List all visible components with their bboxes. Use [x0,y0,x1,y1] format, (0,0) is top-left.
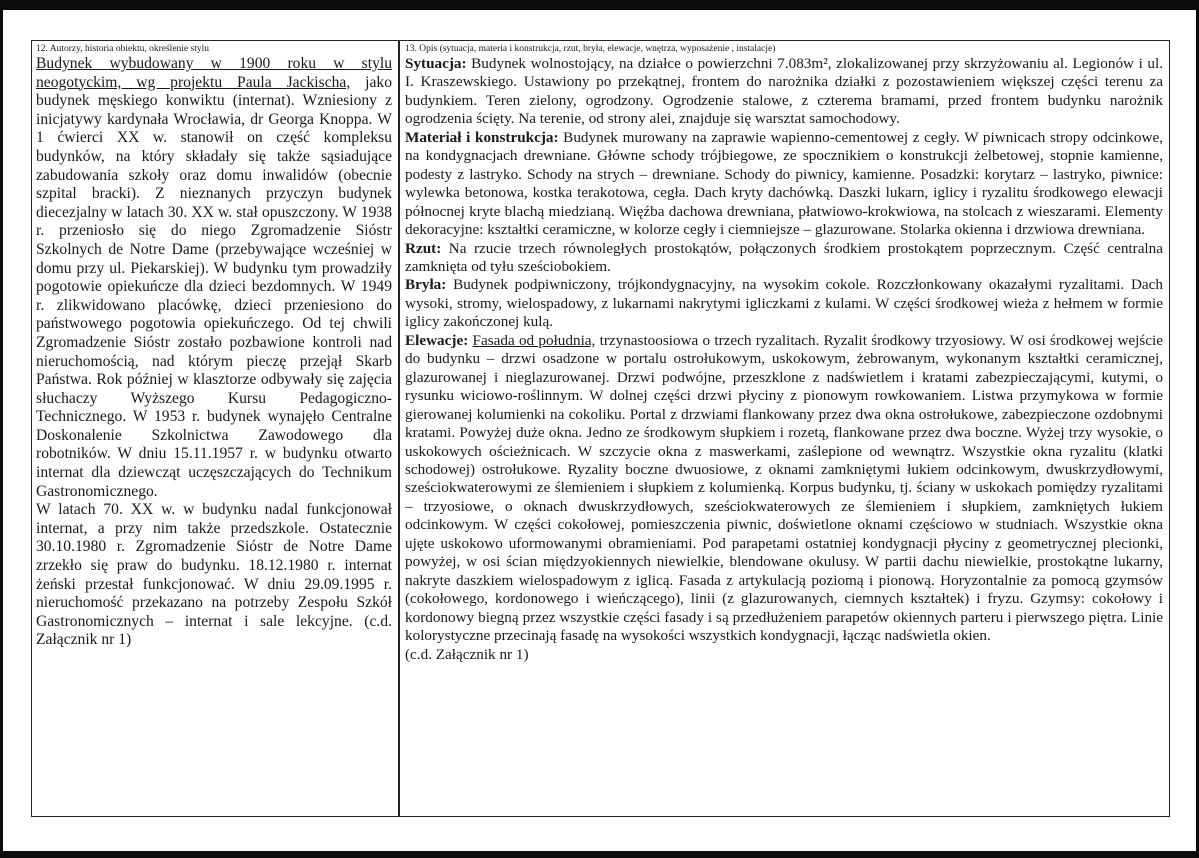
bryla-text: Budynek podpiwniczony, trójkondygnacyjny, na wysokim cokole. Rozczłonkowany okazałymi ryzalitami. Dach wysoki, stromy, wielospadowy, z lukarnami nakrytymi igliczkami z kulami. W części środkowej wieża z hełmem w formie iglicy zakończonej kulą. [405,276,1163,331]
elewacje-text: trzynastoosiowa o trzech ryzalitach. Ryzalit środkowy trzyosiowy. W osi środkowej wejście do budynku – drzwi osadzone w portalu ostrołukowym, uskokowym, żebrowanym, wykonanym kształtki ceramicznej, glazurowanej i nieglazurowanej. Drzwi podwójne, przeszklone z nadświetlem i kratami zabezpieczającymi, kutymi, o rysunku wiciowo-roślinnym. W dolnej części drzwi płyciny z pionowym rowkowaniem. Listwa przymykowa w formie gierowanej kolumienki na cokoliku. Portal z drzwiami flankowany przez dwa okna ostrołukowe, zabezpieczone ozdobnymi kratami. Powyżej duże okna. Jedno ze środkowym słupkiem i rozetą, flankowane przez dwa boczne. Wyżej trzy wysokie, o uskokowych ościeżnicach. W szczycie okna z maswerkami, zaślepione od wewnątrz. Wszystkie okna ryzalitu (klatki schodowej) ostrołukowe. Ryzality boczne dwuosiowe, z oknami zamkniętymi łukiem odcinkowym, dwuskrzydłowymi, sześciokwaterowymi ze ślemieniem i słupkiem z kolumienką. Korpus budynku, tj. ściany w uskokach pomiędzy ryzalitami – trzyosiowe, o oknach dwuskrzydłowych, sześciokwaterowych ze ślemieniem i słupkiem, zamkniętych łukiem odcinkowym. W części cokołowej, pomieszczenia piwnic, doświetlone oknami częściowo w studniach. Wszystkie okna ujęte uskokowo uformowanymi obramieniami. Pod parapetami ostatniej kondygnacji płyciny z geometrycznej plecionki, powyżej, w osi ścian międzyokiennych niewielkie, blendowane okulusy. W partii dachu niewielkie, prostokątne lukarny, nakryte daszkiem wielospadowym z iglicą. Fasada z artykulacją poziomą i pionową. Horyzontalnie za pomocą gzymsów (cokołowego, kordonowego i wieńczącego), linii (z glazurowanych, ciemnych kształtek) i fryzu. Gzymsy: cokołowy i kordonowy biegną przez wszystkie części fasady i są przedłużeniem parapetów okiennych parteru i pierwszego piętra. Linie kolorystyczne przecinają fasadę na wysokości wszystkich kondygnacji, łącząc nadświetla okien. [405,331,1163,645]
section-elewacje [405,332,1163,646]
material-label: Materiał i konstrukcja: [405,128,559,146]
history-paragraph-1-rest: jako budynek męskiego konwiktu (internat). Wzniesiony z inicjatywy kardynała Wrocławia, dr Georga Knoppa. W 1 ćwierci XX w. stanowił on część kompleksu budynków, na który składały się także sąsiadujące zabudowania szkoły oraz domu inwalidów (obecnie szpital bracki). Z nieznanych przyczyn budynek diecezjalny w latach 30. XX w. stał opuszczony. W 1938 r. przeniosło się do niego Zgromadzenie Sióstr Szkolnych de Notre Dame (przebywające wcześniej w domu przy ul. Piekarskiej). W budynku tym prowadziły pogotowie opiekuńcze dla dzieci bezdomnych. W 1949 r. zlikwidowano placówkę, dzieci przeniesiono do państwowego pogotowia opiekuńczego. Od tej chwili Zgromadzenie Sióstr zostało pozbawione kontroli nad nieruchomością, nad którym pieczę przejął Skarb Państwa. Rok później w klasztorze odbywały się zajęcia słuchaczy Wyższego Kursu Pedagogiczno-Technicznego. W 1953 r. budynek wynajęło Centralne Doskonalenie Szkolnictwa Zawodowego dla robotników. W dniu 15.11.1957 r. w budynku otwarto internat dla dziewcząt uczęszczających do Technikum Gastronomicznego. [36,73,392,500]
section-rzut [405,240,1163,277]
form-table [31,40,1170,817]
rzut-label: Rzut: [405,239,442,257]
material-text: Budynek murowany na zaprawie wapienno-cementowej z cegły. W piwnicach stropy odcinkowe, na kondygnacjach drewniane. Główne schody trójbiegowe, ze spocznikiem o konstrukcji żelbetowej, stopnie kamienne, podesty z lastryko. Schody na strych – drewniane. Schody do piwnicy, kamienne. Posadzki: korytarz – lastryko, piwnice: wylewka betonowa, kostka terakotowa, cegła. Dach kryty dachówką. Daszki lukarn, iglicy i ryzalitu środkowego elewacji północnej kryte blachą miedzianą. Więźba dachowa drewniana, płatwiowo-krokwiowa, na stolcach z wieszarami. Elementy dekoracyjne: kształtki ceramiczne, w kolorze cegły i ciemniejsze – glazurowane. Stolarka okienna i drzwiowa drewniana. [405,128,1163,239]
history-text [36,55,392,650]
scan-bottom-border [0,851,1199,858]
history-intro-underlined: Budynek wybudowany w 1900 roku w stylu neogotyckim, wg projektu Paula Jackischa, [36,55,392,91]
scan-top-border [0,0,1199,10]
sytuacja-text: Budynek wolnostojący, na działce o powierzchni 7.083m², zlokalizowanej przy skrzyżowaniu al. Legionów i ul. I. Kraszewskiego. Ustawiony po przekątnej, frontem do narożnika działki z pozostawieniem większej części terenu za budynkiem. Teren zielony, ogrodzony. Ogrodzenie stalowe, z czterema bramami, przed frontem budynku narożnik ogrodzenia ścięty. Na terenie, od strony alei, znajduje się warsztat samochodowy. [405,55,1163,128]
elewacje-label: Elewacje: [405,331,469,349]
column-divider [398,41,400,816]
history-paragraph-2: W latach 70. XX w. w budynku nadal funkcjonował internat, a przy nim także przedszkole. Ostatecznie 30.10.1980 r. Zgromadzenie Sióstr de Notre Dame zrzekło się praw do budynku. 18.12.1980 r. internat żeński przestał funkcjonować. W dniu 29.09.1995 r. nieruchomość przekazano na potrzeby Zespołu Szkół Gastronomicznych – internat i sale lekcyjne. (c.d. Załącznik nr 1) [36,501,392,649]
history-paragraph-1 [36,55,392,501]
document-sheet [3,10,1196,851]
description-closing: (c.d. Załącznik nr 1) [405,645,529,663]
section-bryla [405,276,1163,331]
rzut-text: Na rzucie trzech równoległych prostokątów, połączonych środkiem prostokątem poprzecznym. Część centralna zamknięta od tyłu sześciobokiem. [405,239,1163,275]
history-column [36,43,392,650]
history-column-header: 12. Autorzy, historia obiektu, określenie stylu [36,44,209,54]
description-text [405,55,1163,664]
sytuacja-label: Sytuacja: [405,55,467,72]
bryla-label: Bryła: [405,276,447,294]
description-column-header: 13. Opis (sytuacja, materia i konstrukcja, rzut, bryła, elewacje, wnętrza, wyposażenie , instalacje) [405,44,776,54]
elewacje-underlined: Fasada od południa, [472,331,596,349]
section-material [405,129,1163,240]
section-sytuacja [405,55,1163,129]
description-column [405,43,1163,664]
